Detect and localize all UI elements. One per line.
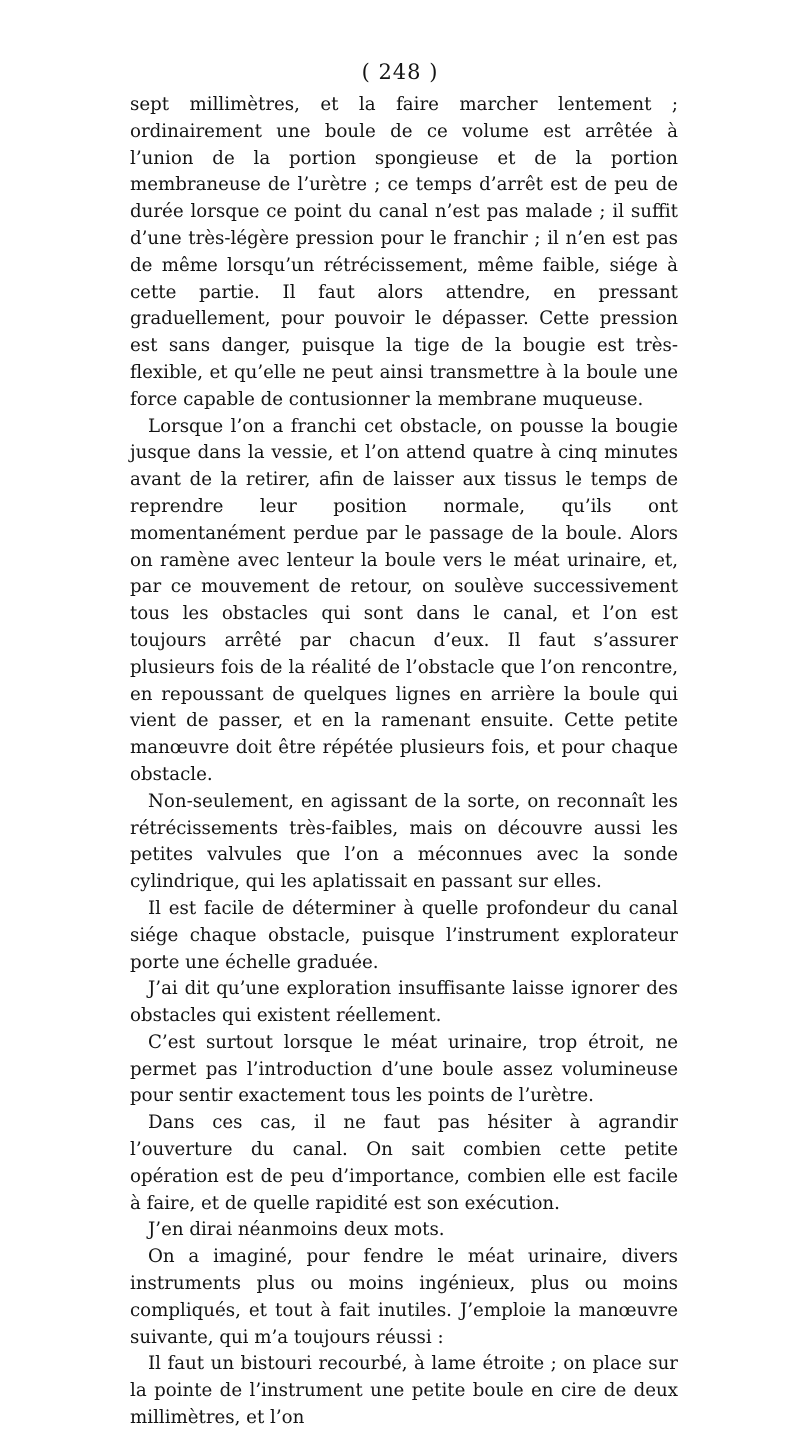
text-block <box>130 92 678 1432</box>
paragraph-8: J’en dirai néanmoins deux mots. <box>148 1219 445 1241</box>
paragraph-6: C’est surtout lorsque le méat urinaire, trop étroit, ne permet pas l’introduction d’une boule assez volumineuse pour sentir exactement tous les points de l’urètre. <box>130 1031 678 1107</box>
paragraph-10: Il faut un bistouri recourbé, à lame étroite ; on place sur la pointe de l’instrument une petite boule en cire de deux millimètres, et l’on <box>130 1353 678 1429</box>
paragraph-2: Lorsque l’on a franchi cet obstacle, on pousse la bougie jusque dans la vessie, et l’on attend quatre à cinq minutes avant de la retirer, afin de laisser aux tissus le temps de reprendre leur position normale, qu’ils ont momentanément perdue par le passage de la boule. Alors on ramène avec lenteur la boule vers le méat urinaire, et, par ce mouvement de retour, on soulève successivement tous les obstacles qui sont dans le canal, et l’on est toujours arrêté par chacun d’eux. Il faut s’assurer plusieurs fois de la réalité de l’obstacle que l’on rencontre, en repoussant de quelques lignes en arrière la boule qui vient de passer, et en la ramenant ensuite. Cette petite manœuvre doit être répétée plusieurs fois, et pour chaque obstacle. <box>130 415 678 785</box>
paragraph-5: J’ai dit qu’une exploration insuffisante laisse ignorer des obstacles qui existent réellement. <box>130 978 678 1027</box>
page-number: ( 248 ) <box>361 60 439 84</box>
paragraph-9: On a imaginé, pour fendre le méat urinaire, divers instruments plus ou moins ingénieux, plus ou moins compliqués, et tout à fait inutiles. J’emploie la manœuvre suivante, qui m’a toujours réussi : <box>130 1246 678 1348</box>
paragraph-7: Dans ces cas, il ne faut pas hésiter à agrandir l’ouverture du canal. On sait combien cette petite opération est de peu d’importance, combien elle est facile à faire, et de quelle rapidité est son exécution. <box>130 1112 678 1214</box>
paragraph-3: Non-seulement, en agissant de la sorte, on reconnaît les rétrécissements très-faibles, mais on découvre aussi les petites valvules que l’on a méconnues avec la sonde cylindrique, qui les aplatissait en passant sur elles. <box>130 790 678 893</box>
paragraph-4: Il est facile de déterminer à quelle profondeur du canal siége chaque obstacle, puisque l’instrument explorateur porte une échelle graduée. <box>130 897 678 973</box>
paragraph-1: sept millimètres, et la faire marcher lentement ; ordinairement une boule de ce volume est arrêtée à l’union de la portion spongieuse et de la portion membraneuse de l’urètre ; ce temps d’arrêt est de peu de durée lorsque ce point du canal n’est pas malade ; il suffit d’une très-légère pression pour le franchir ; il n’en est pas de même lorsqu’un rétrécissement, même faible, siége à cette partie. Il faut alors attendre, en pressant graduellement, pour pouvoir le dépasser. Cette pression est sans danger, puisque la tige de la bougie est très-flexible, et qu’elle ne peut ainsi transmettre à la boule une force capable de contusionner la membrane muqueuse. <box>130 94 678 410</box>
